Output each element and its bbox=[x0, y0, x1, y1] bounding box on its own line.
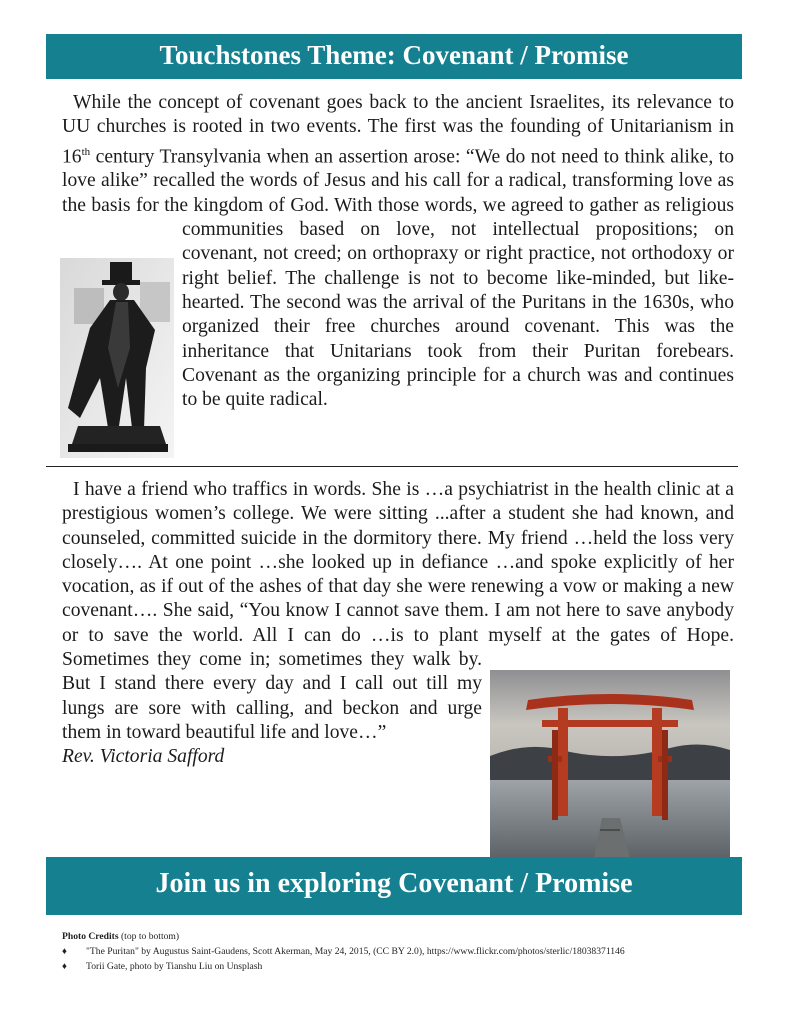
theme-title: Touchstones Theme: Covenant / Promise bbox=[159, 40, 629, 70]
credit-item bbox=[62, 959, 742, 974]
diamond-bullet-icon: ♦ bbox=[62, 961, 67, 972]
section-divider bbox=[46, 466, 738, 467]
photo-credits bbox=[62, 929, 742, 974]
puritan-statue-image bbox=[60, 258, 174, 458]
reading-attribution: Rev. Victoria Safford bbox=[62, 746, 225, 768]
history-text-lead: While the concept of covenant goes back to the ancient Israelites, its relevance to UU churches is rooted in two events. The first was the founding of Unitarianism in 16 bbox=[62, 92, 734, 168]
history-text-sup: th bbox=[81, 145, 91, 158]
join-us-title: Join us in exploring Covenant / Promise bbox=[155, 868, 633, 899]
credit-text: "The Puritan" by Augustus Saint-Gaudens, Scott Akerman, May 24, 2015, (CC BY 2.0), https://www.flickr.com/photos/sterlic/18038371146 bbox=[86, 946, 625, 957]
credit-text: Torii Gate, photo by Tianshu Liu on Unsplash bbox=[86, 961, 263, 972]
torii-illustration bbox=[490, 670, 730, 858]
theme-title-banner bbox=[46, 34, 742, 79]
photo-credits-title: Photo Credits bbox=[62, 931, 119, 942]
torii-gate-image bbox=[490, 670, 730, 858]
diamond-bullet-icon: ♦ bbox=[62, 946, 67, 957]
history-text-rest: century Transylvania when an assertion arose: “We do not need to think alike, to love alike” recalled the words of Jesus and his call for a radical, transforming love as the basis for the kingdom of God. With those words, we agreed to gather as religious communities based on love, not intellectual propositions; on covenant, not creed; on orthopraxy or right practice, not orthodoxy or right belief. The challenge is not to become like-minded, but like-hearted. The second was the arrival of the Puritans in the 1630s, who organized their free churches around covenant. This was the inheritance that Unitarians took from their Puritan forebears. Covenant as the organizing principle for a church was and continues to be quite radical. bbox=[62, 146, 734, 411]
photo-credits-heading bbox=[62, 929, 742, 944]
reading-text: I have a friend who traffics in words. She is …a psychiatrist in the health clinic at a prestigious women’s college. We were sitting ...after a student she had known, and counseled, committed suicide in the dormitory there. My friend …held the loss very closely…. At one point …she looked up in defiance …and spoke explicitly of her vocation, as if out of the ashes of that day she were renewing a vow or making a new covenant…. She said, “You know I cannot save them. I am not here to save anybody or to save the world. All I can do …is to plant myself at the gates of Hope. Sometimes they come in; sometimes they walk by. But I stand there every day and I call out till my lungs are sore with calling, and beckon and urge them in toward beautiful life and love…” bbox=[62, 479, 734, 743]
statue-illustration bbox=[60, 258, 174, 458]
join-us-banner bbox=[46, 857, 742, 915]
credit-item bbox=[62, 944, 742, 959]
photo-credits-subtitle: (top to bottom) bbox=[118, 931, 180, 942]
